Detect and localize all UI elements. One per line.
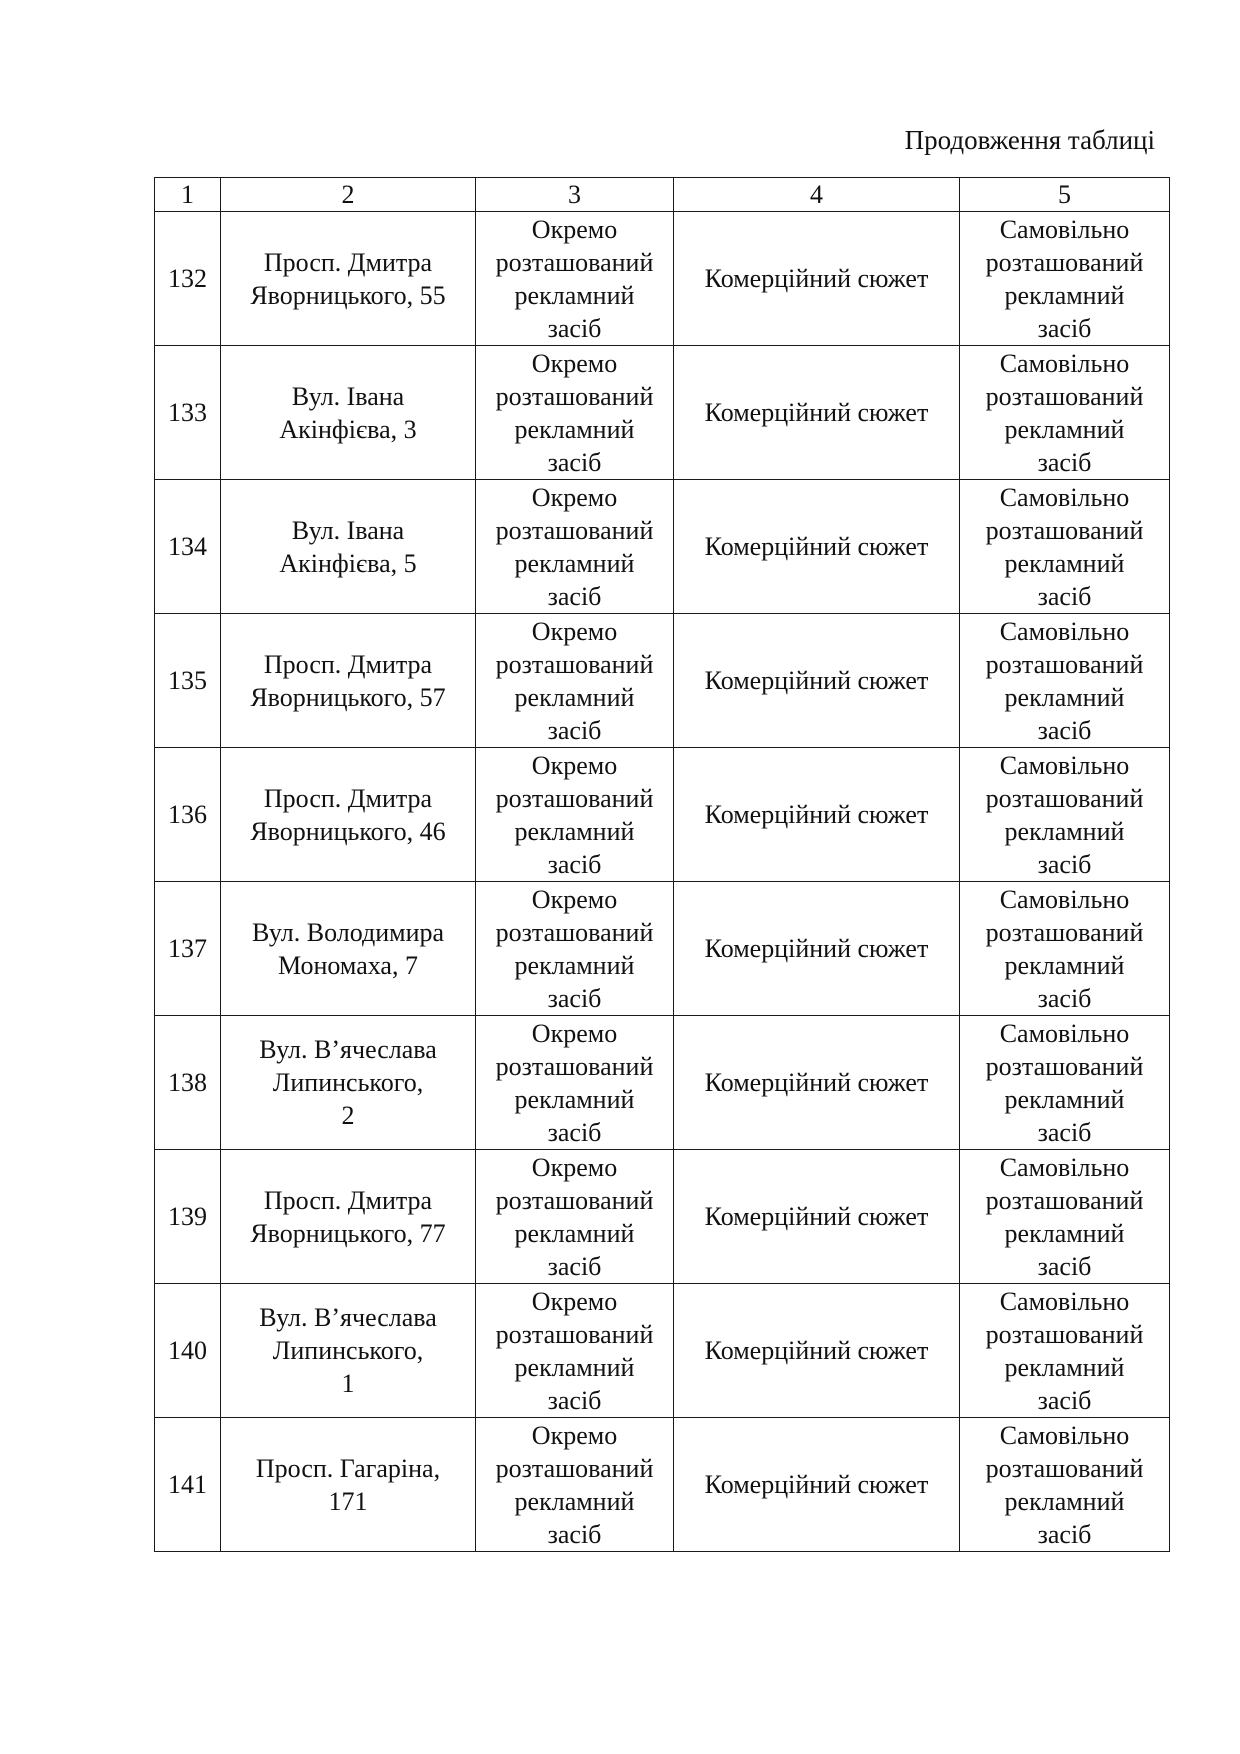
address-text: Вул. В’ячеслава Липинського, 1	[259, 1303, 437, 1398]
row-number-text: 135	[168, 666, 207, 695]
address-text: Вул. Володимира Мономаха, 7	[251, 917, 445, 980]
placement-cell	[476, 480, 674, 614]
status-text: Самовільно розташований рекламний засіб	[985, 1152, 1144, 1281]
status-text: Самовільно розташований рекламний засіб	[985, 750, 1144, 879]
table-row	[155, 480, 1170, 614]
content-cell	[674, 212, 960, 346]
row-number-text: 132	[168, 264, 207, 293]
row-number	[155, 1016, 221, 1150]
content-cell	[674, 1418, 960, 1552]
address-text: Просп. Дмитра Яворницького, 46	[250, 783, 446, 846]
row-number	[155, 1150, 221, 1284]
placement-text: Окремо розташований рекламний засіб	[495, 616, 654, 745]
row-number	[155, 346, 221, 480]
row-number	[155, 614, 221, 748]
row-number	[155, 748, 221, 882]
address-text: Просп. Гагаріна, 171	[255, 1453, 441, 1516]
address-text: Вул. В’ячеслава Липинського, 2	[259, 1035, 437, 1130]
placement-text: Окремо розташований рекламний засіб	[495, 1018, 654, 1147]
placement-cell	[476, 212, 674, 346]
address-cell	[221, 346, 476, 480]
row-number	[155, 1418, 221, 1552]
content-text: Комерційний сюжет	[704, 398, 929, 427]
placement-cell	[476, 346, 674, 480]
placement-text: Окремо розташований рекламний засіб	[495, 482, 654, 611]
content-text: Комерційний сюжет	[704, 800, 929, 829]
address-cell	[221, 480, 476, 614]
placement-text: Окремо розташований рекламний засіб	[495, 1152, 654, 1281]
table-row	[155, 212, 1170, 346]
content-cell	[674, 1016, 960, 1150]
row-number	[155, 1284, 221, 1418]
row-number-text: 133	[168, 398, 207, 427]
column-header-2: 2	[221, 178, 476, 212]
address-cell	[221, 1016, 476, 1150]
status-text: Самовільно розташований рекламний засіб	[985, 1420, 1144, 1549]
advertising-table	[154, 177, 1170, 1552]
status-cell	[960, 1016, 1170, 1150]
content-cell	[674, 346, 960, 480]
table-continuation-caption: Продовження таблиці	[904, 125, 1155, 155]
row-number-text: 139	[168, 1202, 207, 1231]
address-cell	[221, 1150, 476, 1284]
row-number	[155, 480, 221, 614]
placement-text: Окремо розташований рекламний засіб	[495, 884, 654, 1013]
status-cell	[960, 614, 1170, 748]
address-cell	[221, 1418, 476, 1552]
row-number-text: 141	[168, 1470, 207, 1499]
status-cell	[960, 1284, 1170, 1418]
row-number-text: 137	[168, 934, 207, 963]
row-number-text: 136	[168, 800, 207, 829]
content-text: Комерційний сюжет	[704, 1470, 929, 1499]
address-text: Вул. Івана Акінфієва, 5	[279, 515, 417, 578]
status-text: Самовільно розташований рекламний засіб	[985, 214, 1144, 343]
address-cell	[221, 1284, 476, 1418]
status-cell	[960, 882, 1170, 1016]
address-text: Просп. Дмитра Яворницького, 57	[250, 649, 446, 712]
placement-cell	[476, 1150, 674, 1284]
table-row	[155, 1150, 1170, 1284]
content-cell	[674, 748, 960, 882]
status-cell	[960, 480, 1170, 614]
content-cell	[674, 480, 960, 614]
status-text: Самовільно розташований рекламний засіб	[985, 348, 1144, 477]
content-text: Комерційний сюжет	[704, 264, 929, 293]
placement-text: Окремо розташований рекламний засіб	[495, 348, 654, 477]
row-number-text: 134	[168, 532, 207, 561]
placement-cell	[476, 882, 674, 1016]
column-header-5: 5	[960, 178, 1170, 212]
content-cell	[674, 1150, 960, 1284]
table-row	[155, 1418, 1170, 1552]
table-row	[155, 882, 1170, 1016]
address-cell	[221, 748, 476, 882]
table-row	[155, 748, 1170, 882]
content-text: Комерційний сюжет	[704, 934, 929, 963]
table-row	[155, 346, 1170, 480]
table-row	[155, 1284, 1170, 1418]
status-text: Самовільно розташований рекламний засіб	[985, 884, 1144, 1013]
content-cell	[674, 614, 960, 748]
row-number-text: 138	[168, 1068, 207, 1097]
status-text: Самовільно розташований рекламний засіб	[985, 482, 1144, 611]
content-text: Комерційний сюжет	[704, 1068, 929, 1097]
address-text: Просп. Дмитра Яворницького, 55	[250, 247, 446, 310]
column-header-1: 1	[155, 178, 221, 212]
placement-text: Окремо розташований рекламний засіб	[495, 750, 654, 879]
content-text: Комерційний сюжет	[704, 1336, 929, 1365]
column-header-4: 4	[674, 178, 960, 212]
address-text: Вул. Івана Акінфієва, 3	[279, 381, 417, 444]
placement-cell	[476, 1016, 674, 1150]
table-body	[155, 212, 1170, 1552]
placement-cell	[476, 1418, 674, 1552]
placement-cell	[476, 748, 674, 882]
content-cell	[674, 1284, 960, 1418]
table-header	[155, 178, 1170, 212]
placement-cell	[476, 614, 674, 748]
status-cell	[960, 748, 1170, 882]
address-text: Просп. Дмитра Яворницького, 77	[250, 1185, 446, 1248]
content-text: Комерційний сюжет	[704, 1202, 929, 1231]
address-cell	[221, 614, 476, 748]
placement-text: Окремо розташований рекламний засіб	[495, 214, 654, 343]
column-header-3: 3	[476, 178, 674, 212]
table-row	[155, 614, 1170, 748]
status-cell	[960, 1150, 1170, 1284]
address-cell	[221, 882, 476, 1016]
status-cell	[960, 346, 1170, 480]
status-cell	[960, 1418, 1170, 1552]
address-cell	[221, 212, 476, 346]
row-number	[155, 212, 221, 346]
status-text: Самовільно розташований рекламний засіб	[985, 1018, 1144, 1147]
row-number	[155, 882, 221, 1016]
content-text: Комерційний сюжет	[704, 532, 929, 561]
status-cell	[960, 212, 1170, 346]
status-text: Самовільно розташований рекламний засіб	[985, 1286, 1144, 1415]
content-cell	[674, 882, 960, 1016]
placement-text: Окремо розташований рекламний засіб	[495, 1286, 654, 1415]
status-text: Самовільно розташований рекламний засіб	[985, 616, 1144, 745]
header-row	[155, 178, 1170, 212]
placement-text: Окремо розташований рекламний засіб	[495, 1420, 654, 1549]
placement-cell	[476, 1284, 674, 1418]
content-text: Комерційний сюжет	[704, 666, 929, 695]
table-row	[155, 1016, 1170, 1150]
row-number-text: 140	[168, 1336, 207, 1365]
